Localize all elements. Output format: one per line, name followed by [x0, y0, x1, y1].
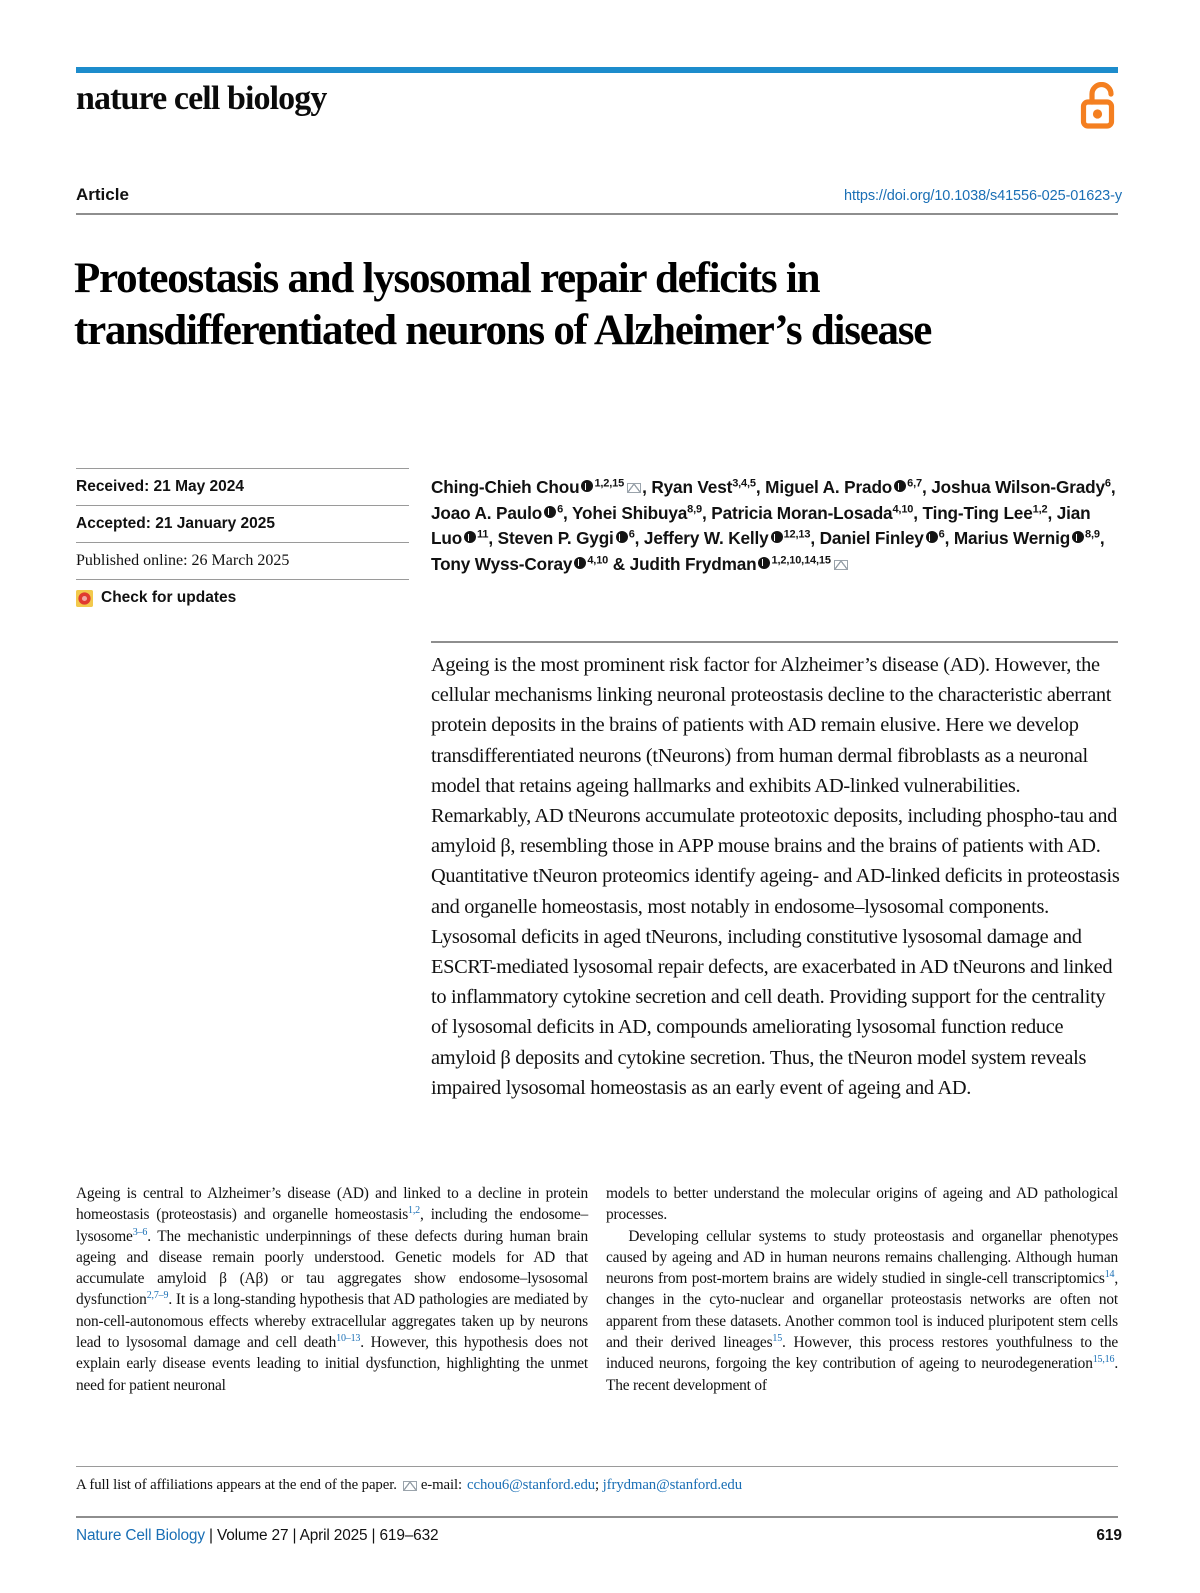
received-label: Received: 21 May 2024	[76, 478, 245, 495]
footer-citation	[76, 1527, 438, 1545]
accepted-label: Accepted: 21 January 2025	[76, 515, 276, 532]
crossmark-icon	[76, 590, 93, 607]
author-list: Ching-Chieh Chou $^{1,2,15}$ , Ryan Vest$^{3,4,5}$, Miguel A. Prado $^{6,7}$, Joshua Wilson-Grady$^6$, Joao A. Paulo $^6$, Yohei Shibuya$^{8,9}$, Patricia Moran-Losada$^{4,10}$, Ting-Ting Lee$^{1,2}$, Jian Luo $^{11}$, Steven P. Gygi $^6$, Jeffery W. Kelly $^{12,13}$, Daniel Finley $^6$, Marius Wernig $^{8,9}$, Tony Wyss-Coray $^{4,10}$ & Judith Frydman $^{1,2,10,14,15}$	[431, 477, 1116, 574]
affiliations-note	[76, 1477, 742, 1494]
footer-citation-detail: | Volume 27 | April 2025 | 619–632	[204, 1527, 439, 1544]
page-number: 619	[1096, 1527, 1122, 1544]
check-for-updates-row[interactable]	[76, 579, 409, 616]
accepted-row	[76, 505, 409, 542]
body-column-right: models to better understand the molecular origins of ageing and AD pathological processes. Developing cellular systems to study proteostasis and organellar phenotypes caused by ageing and AD in human neurons remains challenging. Although human neurons from post-mortem brains are widely studied in single-cell transcriptomics$^{14}$, changes in the cyto-nuclear and organellar proteostasis networks are often not apparent from these datasets. Another common tool is induced pluripotent stem cells and their derived lineages$^{15}$. However, this process restores youthfulness to the induced neurons, forgoing the key contribution of ageing to neurodegeneration$^{15,16}$. The recent development of	[606, 1185, 1118, 1394]
journal-logo: nature cell biology	[76, 80, 327, 117]
open-lock-icon	[1080, 82, 1122, 130]
footer-divider	[76, 1516, 1118, 1518]
published-row	[76, 542, 409, 579]
masthead-accent-rule	[76, 67, 1118, 73]
abstract-divider	[431, 641, 1118, 643]
body-column-left: Ageing is central to Alzheimer’s disease (AD) and linked to a decline in protein homeostasis (proteostasis) and organelle homeostasis$^{1,2}$, including the endosome–lysosome$^{3-6}$. The mechanistic underpinnings of these defects during human brain ageing and disease remain poorly understood. Genetic models for AD that accumulate amyloid β (Aβ) or tau aggregates show endosome–lysosomal dysfunction$^{2,7-9}$. It is a long-standing hypothesis that AD pathologies are mediated by non-cell-autonomous effects whereby extracellular aggregates taken up by neurons lead to lysosomal damage and cell death$^{10-13}$. However, this hypothesis does not explain early disease events leading to initial dysfunction, highlighting the unmet need for patient neuronal	[76, 1185, 588, 1394]
envelope-icon	[403, 1481, 417, 1491]
page-title: Proteostasis and lysosomal repair deficits in transdifferentiated neurons of Alzheimer’s disease	[74, 254, 932, 354]
published-label: Published online: 26 March 2025	[76, 552, 290, 569]
affiliations-text: A full list of affiliations appears at the end of the paper.	[76, 1477, 397, 1493]
affiliations-divider	[76, 1466, 1118, 1467]
publication-history	[76, 468, 409, 616]
header-divider	[76, 213, 1118, 215]
doi-link[interactable]: https://doi.org/10.1038/s41556-025-01623-y	[844, 188, 1122, 204]
email-separator: ;	[595, 1477, 603, 1493]
article-type-label: Article	[76, 185, 129, 204]
email-label: e-mail:	[420, 1477, 463, 1493]
abstract-text: Ageing is the most prominent risk factor for Alzheimer’s disease (AD). However, the cellular mechanisms linking neuronal proteostasis decline to the characteristic aberrant protein deposits in the brains of patients with AD remain elusive. Here we develop transdifferentiated neurons (tNeurons) from human dermal fibroblasts as a neuronal model that retains ageing hallmarks and exhibits AD-linked vulnerabilities. Remarkably, AD tNeurons accumulate proteotoxic deposits, including phospho-tau and amyloid β, resembling those in APP mouse brains and the brains of patients with AD. Quantitative tNeuron proteomics identify ageing- and AD-linked deficits in proteostasis and organelle homeostasis, most notably in endosome–lysosomal components. Lysosomal deficits in aged tNeurons, including constitutive lysosomal damage and ESCRT-mediated lysosomal repair defects, are exacerbated in AD tNeurons and linked to inflammatory cytokine secretion and cell death. Providing support for the centrality of lysosomal deficits in AD, compounds ameliorating lysosomal function reduce amyloid β deposits and cytokine secretion. Thus, the tNeuron model system reveals impaired lysosomal homeostasis as an early event of ageing and AD.	[431, 654, 1120, 1099]
check-for-updates-label: Check for updates	[101, 589, 237, 606]
received-row	[76, 468, 409, 505]
email-link-1[interactable]: cchou6@stanford.edu	[467, 1477, 596, 1493]
footer-journal-name: Nature Cell Biology	[76, 1527, 205, 1544]
email-link-2[interactable]: jfrydman@stanford.edu	[602, 1477, 742, 1493]
